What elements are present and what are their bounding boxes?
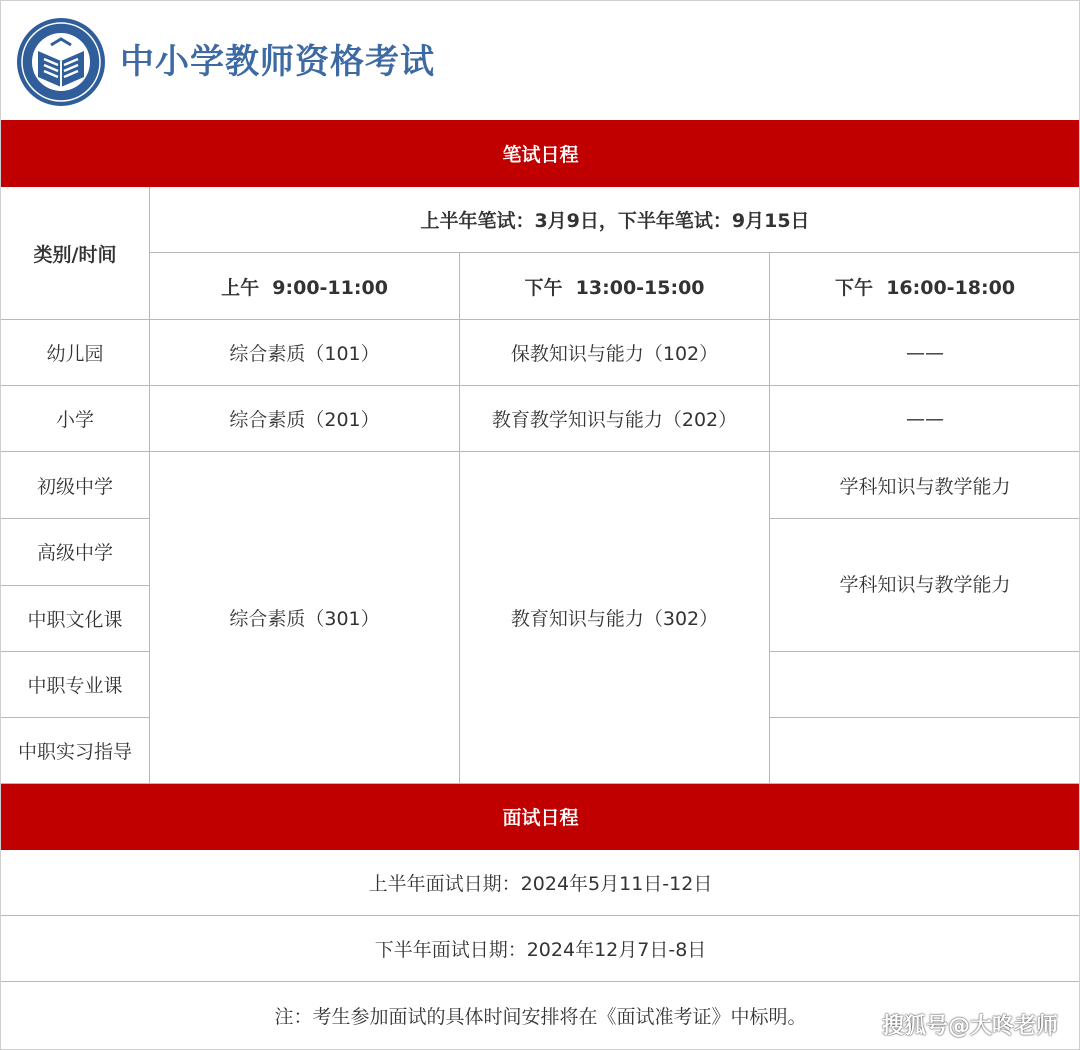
secondary-s1: 综合素质（301） xyxy=(150,452,460,784)
session-afternoon-1: 下午 13:00-15:00 xyxy=(460,253,770,320)
row-label-voc-culture: 中职文化课 xyxy=(1,585,150,652)
primary-s2: 教育教学知识与能力（202） xyxy=(460,386,770,452)
row-label-voc-practice: 中职实习指导 xyxy=(1,718,150,784)
junior-s3: 学科知识与教学能力 xyxy=(770,452,1080,519)
interview-first-half: 上半年面试日期：2024年5月11日-12日 xyxy=(1,850,1080,916)
primary-s3: —— xyxy=(770,386,1080,452)
book-emblem-icon xyxy=(16,17,106,107)
row-label-primary: 小学 xyxy=(1,386,150,452)
interview-second-half: 下半年面试日期：2024年12月7日-8日 xyxy=(1,916,1080,982)
row-label-junior: 初级中学 xyxy=(1,452,150,519)
table-row xyxy=(1,386,1080,452)
session-morning: 上午 9:00-11:00 xyxy=(150,253,460,320)
category-header: 类别/时间 xyxy=(1,187,150,320)
primary-s1: 综合素质（201） xyxy=(150,386,460,452)
row-label-senior: 高级中学 xyxy=(1,519,150,586)
senior-voc-s3: 学科知识与教学能力 xyxy=(770,519,1080,652)
kindergarten-s2: 保教知识与能力（102） xyxy=(460,320,770,386)
row-label-kindergarten: 幼儿园 xyxy=(1,320,150,386)
brand-title: 中小学教师资格考试 xyxy=(120,42,435,82)
schedule-table xyxy=(0,120,1080,1050)
table-row xyxy=(1,916,1080,982)
kindergarten-s3: —— xyxy=(770,320,1080,386)
interview-band xyxy=(1,784,1080,850)
empty-cell xyxy=(770,718,1080,784)
table-row xyxy=(1,452,1080,519)
written-band xyxy=(1,121,1080,187)
table-row xyxy=(1,320,1080,386)
interview-note: 注：考生参加面试的具体时间安排将在《面试准考证》中标明。 xyxy=(1,982,1080,1050)
watermark: 搜狐号@大咚老师 xyxy=(881,1014,1058,1039)
table-row xyxy=(1,850,1080,916)
kindergarten-s1: 综合素质（101） xyxy=(150,320,460,386)
secondary-s2: 教育知识与能力（302） xyxy=(460,452,770,784)
written-dates: 上半年笔试：3月9日，下半年笔试：9月15日 xyxy=(150,187,1080,253)
row-label-voc-major: 中职专业课 xyxy=(1,652,150,718)
written-band-title: 笔试日程 xyxy=(1,121,1080,187)
session-afternoon-2: 下午 16:00-18:00 xyxy=(770,253,1080,320)
page-header xyxy=(0,0,1080,120)
empty-cell xyxy=(770,652,1080,718)
interview-band-title: 面试日程 xyxy=(1,784,1080,850)
